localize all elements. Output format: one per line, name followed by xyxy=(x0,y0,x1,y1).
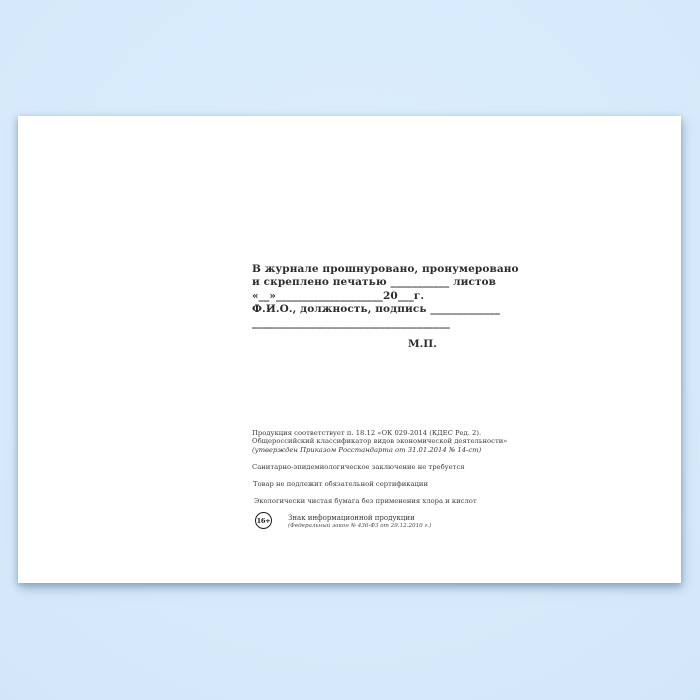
stamp-place-label: М.П. xyxy=(408,338,437,350)
binding-statement xyxy=(252,263,519,330)
journal-back-page xyxy=(18,116,681,583)
age-rating-text xyxy=(288,514,431,529)
age-rating-16plus-icon: 16+ xyxy=(255,512,272,529)
certification-note: Товар не подлежит обязательной сертификации xyxy=(253,480,428,488)
date-blank-line: «__»____________________20___г. xyxy=(252,289,425,302)
binding-statement-line: В журнале прошнуровано, пронумеровано xyxy=(252,263,519,275)
eco-paper-note: Экологически чистая бумага без применения хлора и кислот xyxy=(254,497,477,505)
age-rating-row xyxy=(255,512,431,529)
age-rating-law: (Федеральный закон № 436-ФЗ от 29.12.2010 г.) xyxy=(288,523,432,529)
blank-underscore-line: _____________________________________ xyxy=(252,316,450,329)
standard-compliance-line: Общероссийский классификатор видов экономической деятельности» xyxy=(252,437,508,446)
standard-compliance-text xyxy=(252,429,507,454)
sanitary-note: Санитарно-эпидемиологическое заключение не требуется xyxy=(252,463,465,471)
standard-compliance-line: Продукция соответствует п. 18.12 «ОК 029-2014 (КДЕС Ред. 2). xyxy=(252,429,482,437)
age-rating-label: Знак информационной продукции xyxy=(288,514,415,522)
binding-statement-line: и скреплено печатью ___________ листов xyxy=(252,276,497,289)
standard-compliance-approval: (утвержден Приказом Росстандарта от 31.01.2014 № 14-ст) xyxy=(252,445,482,454)
signature-blank-line: Ф.И.О., должность, подпись _____________ xyxy=(252,303,500,316)
